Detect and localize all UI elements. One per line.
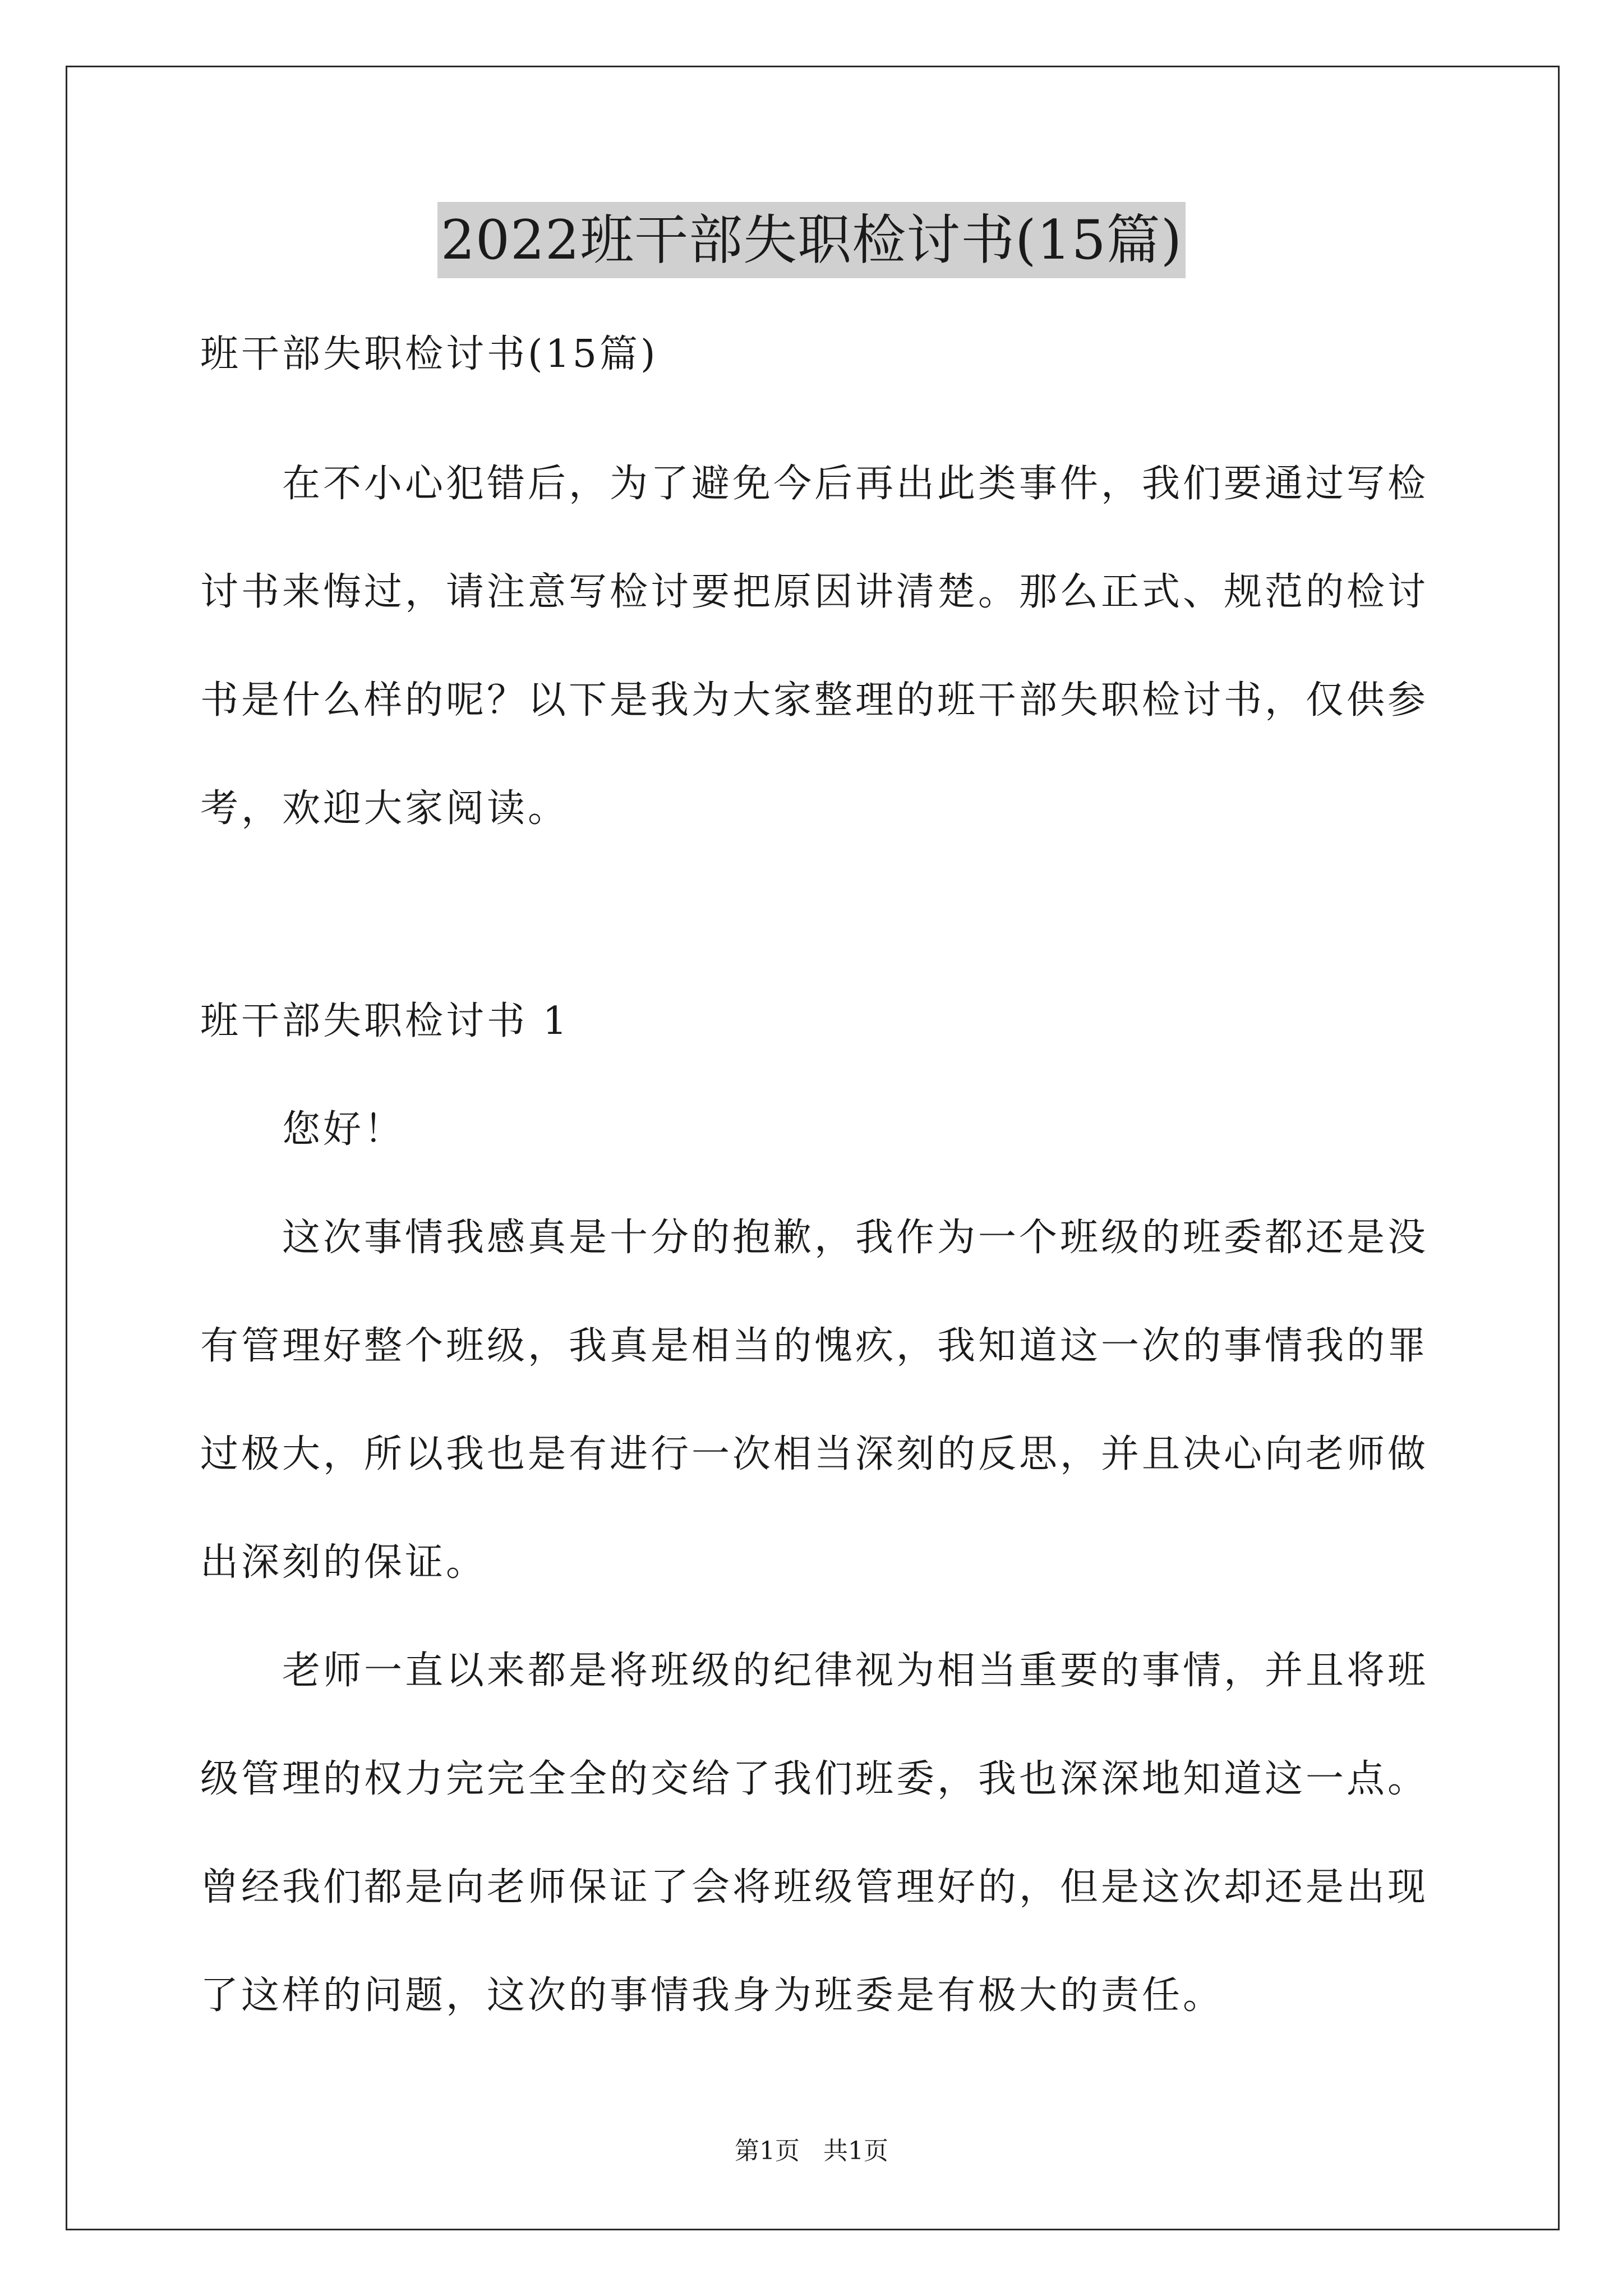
- page-number-footer: 第1页 共1页: [735, 2137, 888, 2165]
- document-title: 2022班干部失职检讨书(15篇): [437, 202, 1186, 278]
- body-paragraph-1: 这次事情我感真是十分的抱歉，我作为一个班级的班委都还是没有管理好整个班级，我真是相当的愧疚，我知道这一次的事情我的罪过极大，所以我也是有进行一次相当深刻的反思，并且决心向老师做出深刻的保证。: [200, 1216, 1429, 1585]
- document-subtitle: 班干部失职检讨书(15篇): [200, 332, 658, 376]
- body-paragraph-2: 老师一直以来都是将班级的纪律视为相当重要的事情，并且将班级管理的权力完完全全的交给了我们班委，我也深深地知道这一点。曾经我们都是向老师保证了会将班级管理好的，但是这次却还是出现了这样的问题，这次的事情我身为班委是有极大的责任。: [200, 1649, 1429, 2018]
- intro-paragraph: 在不小心犯错后，为了避免今后再出此类事件，我们要通过写检讨书来悔过，请注意写检讨要把原因讲清楚。那么正式、规范的检讨书是什么样的呢？以下是我为大家整理的班干部失职检讨书，仅供参考，欢迎大家阅读。: [200, 462, 1429, 831]
- title-block: [0, 202, 1623, 278]
- section-heading: 班干部失职检讨书 1: [200, 999, 570, 1043]
- greeting: 您好！: [282, 1107, 405, 1152]
